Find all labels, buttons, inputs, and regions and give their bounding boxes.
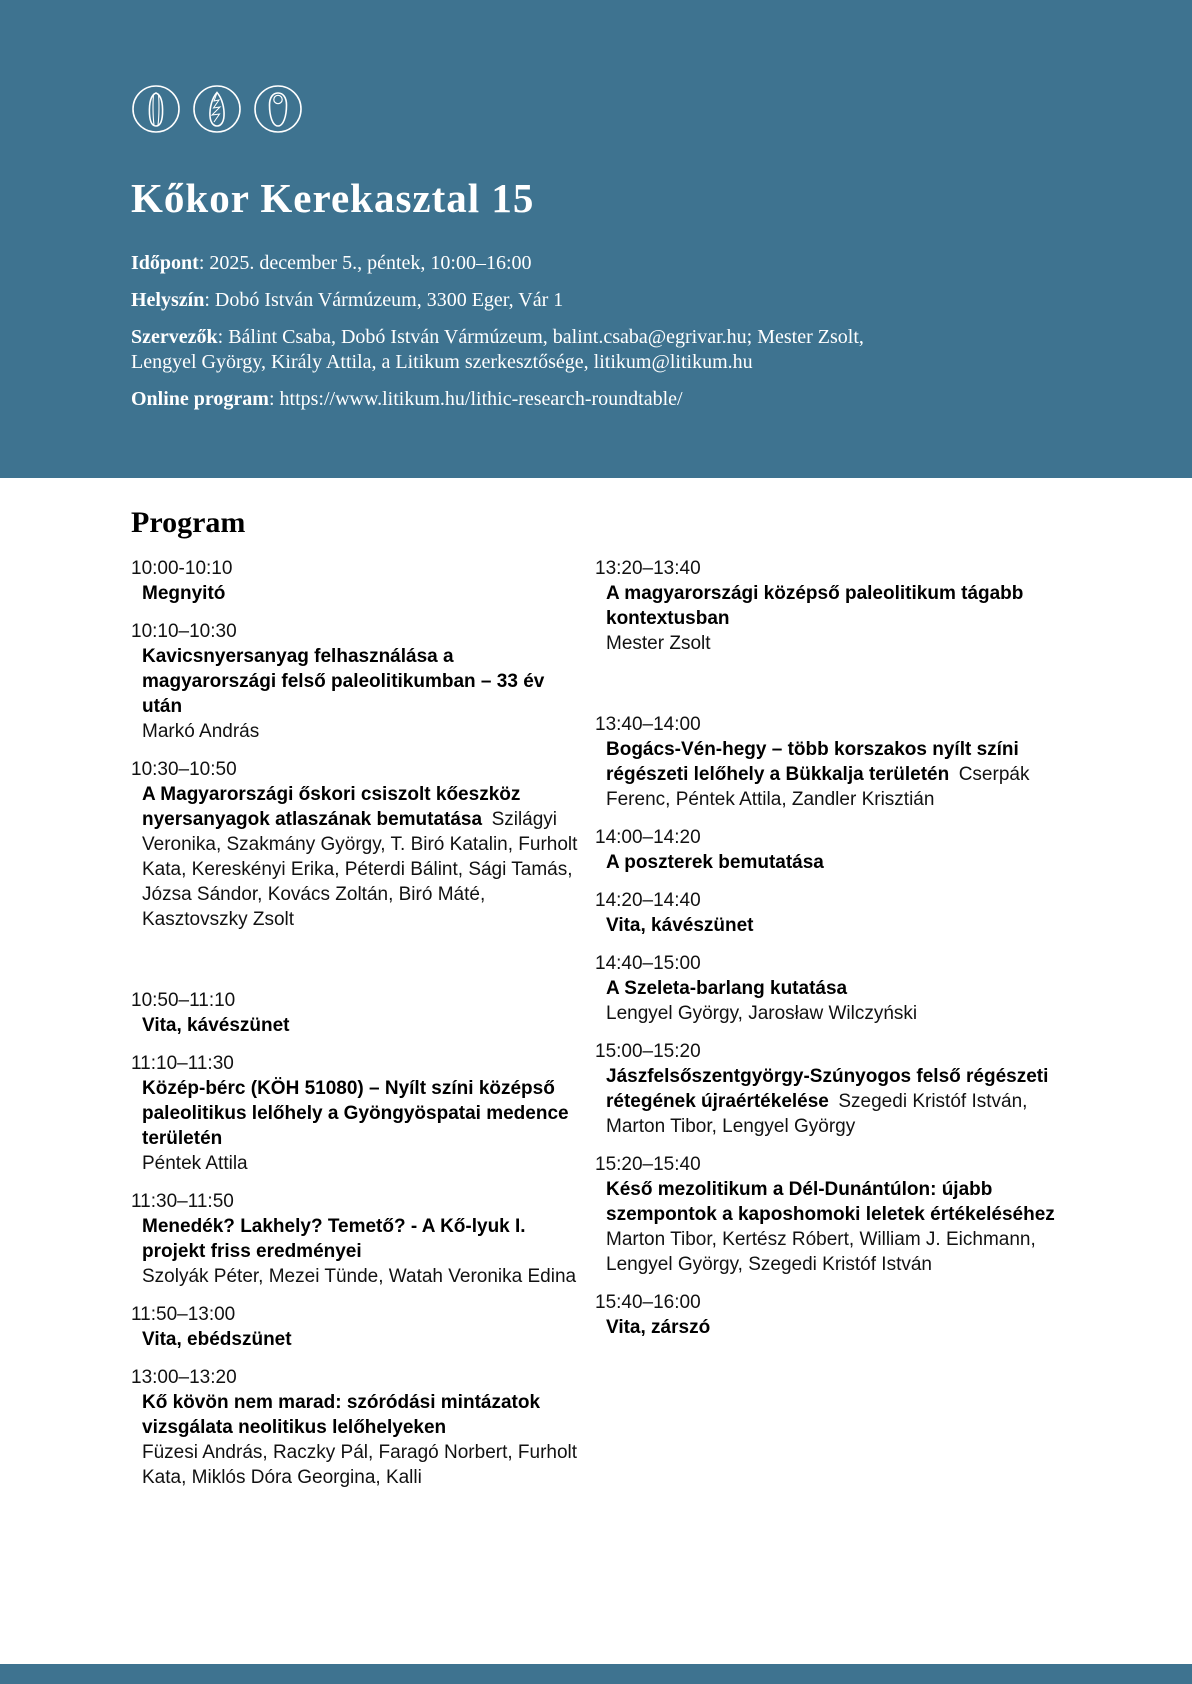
entry-title: Bogács-Vén-hegy – több korszakos nyílt színi régészeti lelőhely a Bükkalja területén <box>606 739 1019 785</box>
header-banner <box>0 0 1192 478</box>
program-entry <box>595 951 1067 1026</box>
entry-time: 14:20–14:40 <box>595 890 701 911</box>
entry-time: 11:10–11:30 <box>131 1053 234 1074</box>
logo-icon-row <box>131 84 1132 134</box>
entry-speakers: Füzesi András, Raczky Pál, Faragó Norbert, Furholt Kata, Miklós Dóra Georgina, Kalli <box>142 1442 578 1488</box>
entry-title: A poszterek bemutatása <box>606 852 824 873</box>
entry-time: 11:30–11:50 <box>131 1191 234 1212</box>
entry-body <box>606 850 1067 875</box>
entry-body <box>606 581 1067 631</box>
program-entries-left <box>131 556 578 1490</box>
entry-title: A magyarországi középső paleolitikum tágabb kontextusban <box>606 583 1024 629</box>
entry-time: 15:40–16:00 <box>595 1292 701 1313</box>
event-info-label: Online program <box>131 388 269 411</box>
entry-title: Késő mezolitikum a Dél-Dunántúlon: újabb szempontok a kaposhomoki leletek értékeléséhez <box>606 1179 1055 1225</box>
program-entry <box>595 825 1067 875</box>
program-entry <box>131 1051 578 1176</box>
entry-body <box>142 782 578 932</box>
event-info-label: Szervezők <box>131 326 218 349</box>
entry-body <box>606 1315 1067 1340</box>
program-entry <box>131 619 578 744</box>
event-info-text: : 2025. december 5., péntek, 10:00–16:00 <box>198 252 532 275</box>
entry-title: Vita, kávészünet <box>142 1015 290 1036</box>
entry-title: Kavicsnyersanyag felhasználása a magyarországi felső paleolitikumban – 33 év után <box>142 646 545 717</box>
entry-time: 13:20–13:40 <box>595 558 701 579</box>
footer-bar <box>0 1664 1192 1684</box>
program-entries-right <box>595 556 1067 1340</box>
event-info-label: Időpont <box>131 252 199 275</box>
event-info-line <box>131 325 901 375</box>
entry-body <box>142 1327 578 1352</box>
entry-title: Menedék? Lakhely? Temető? - A Kő-lyuk I. projekt friss eredményei <box>142 1216 526 1262</box>
event-info-url[interactable]: : https://www.litikum.hu/lithic-research-roundtable/ <box>268 388 683 411</box>
entry-title: A Szeleta-barlang kutatása <box>606 978 848 999</box>
event-info-text: : Bálint Csaba, Dobó István Vármúzeum, balint.csaba@egrivar.hu; Mester Zsolt, Lengyel György, Király Attila, a Litikum szerkesztősége, litikum@litikum.hu <box>131 326 864 374</box>
event-info-line <box>131 387 901 412</box>
entry-time: 10:00-10:10 <box>131 558 233 579</box>
entry-body <box>142 581 578 606</box>
entry-speakers: Markó András <box>142 721 260 742</box>
entry-body <box>606 1177 1067 1227</box>
entry-title: A Magyarországi őskori csiszolt kőeszköz nyersanyagok atlaszának bemutatása <box>142 784 521 830</box>
program-entry <box>131 988 578 1038</box>
page-title: Kőkor Kerekasztal 15 <box>131 175 535 221</box>
entry-time: 14:40–15:00 <box>595 953 701 974</box>
entry-speakers: Lengyel György, Jarosław Wilczyński <box>606 1003 918 1024</box>
entry-body <box>142 1214 578 1264</box>
program-entry <box>131 757 578 932</box>
entry-title: Közép-bérc (KÖH 51080) – Nyílt színi középső paleolitikus lelőhely a Gyöngyöspatai medence területén <box>142 1078 569 1149</box>
entry-body <box>606 737 1067 812</box>
entry-time: 15:00–15:20 <box>595 1041 701 1062</box>
entry-speakers: Mester Zsolt <box>606 633 711 654</box>
entry-body <box>142 1013 578 1038</box>
entry-time: 10:30–10:50 <box>131 759 237 780</box>
event-info-line <box>131 251 901 276</box>
entry-title: Vita, ebédszünet <box>142 1329 292 1350</box>
entry-title: Jászfelsőszentgyörgy-Szúnyogos felső régészeti rétegének újraértékelése <box>606 1066 1049 1112</box>
entry-time: 14:00–14:20 <box>595 827 701 848</box>
program-entry <box>131 1365 578 1490</box>
program-entry <box>131 1189 578 1289</box>
event-info-line <box>131 288 901 313</box>
entry-title: Vita, kávészünet <box>606 915 754 936</box>
stone-blade-icon <box>131 84 181 134</box>
program-entry <box>595 1290 1067 1340</box>
entry-time: 15:20–15:40 <box>595 1154 701 1175</box>
entry-speakers: Péntek Attila <box>142 1153 248 1174</box>
entry-body <box>606 1064 1067 1139</box>
event-info-text: : Dobó István Vármúzeum, 3300 Eger, Vár 1 <box>204 289 564 312</box>
entry-speakers: Szolyák Péter, Mezei Tünde, Watah Veronika Edina <box>142 1266 577 1287</box>
entry-speakers: Marton Tibor, Kertész Róbert, William J. Eichmann, Lengyel György, Szegedi Kristóf István <box>606 1229 1036 1275</box>
program-heading: Program <box>131 506 246 539</box>
entry-title: Kő kövön nem marad: szóródási mintázatok vizsgálata neolitikus lelőhelyeken <box>142 1392 541 1438</box>
program-section <box>0 478 1192 1664</box>
entry-body <box>606 976 1067 1001</box>
program-entry <box>595 1152 1067 1277</box>
program-entry <box>595 712 1067 812</box>
entry-speakers: Cserpák Ferenc, Péntek Attila, Zandler Krisztián <box>606 764 1030 810</box>
stone-pebble-icon <box>253 84 303 134</box>
entry-body <box>142 644 578 719</box>
program-entry <box>131 1302 578 1352</box>
program-entry <box>131 556 578 606</box>
entry-body <box>142 1390 578 1440</box>
entry-body <box>606 913 1067 938</box>
program-entry <box>595 1039 1067 1139</box>
program-entry <box>595 556 1067 656</box>
entry-title: Megnyitó <box>142 583 226 604</box>
stone-point-icon <box>192 84 242 134</box>
event-info <box>131 251 1132 412</box>
entry-time: 10:10–10:30 <box>131 621 237 642</box>
entry-title: Vita, zárszó <box>606 1317 711 1338</box>
entry-speakers: Szilágyi Veronika, Szakmány György, T. Biró Katalin, Furholt Kata, Kereskényi Erika, Péterdi Bálint, Sági Tamás, Józsa Sándor, Kovács Zoltán, Biró Máté, Kasztovszky Zsolt <box>142 809 578 930</box>
program-column-left <box>131 478 578 1664</box>
entry-time: 13:40–14:00 <box>595 714 701 735</box>
entry-time: 11:50–13:00 <box>131 1304 236 1325</box>
entry-speakers: Szegedi Kristóf István, Marton Tibor, Lengyel György <box>606 1091 1028 1137</box>
event-info-label: Helyszín <box>131 289 205 312</box>
program-entry <box>595 888 1067 938</box>
entry-body <box>142 1076 578 1151</box>
entry-time: 13:00–13:20 <box>131 1367 237 1388</box>
entry-time: 10:50–11:10 <box>131 990 236 1011</box>
program-column-right <box>595 478 1067 1664</box>
